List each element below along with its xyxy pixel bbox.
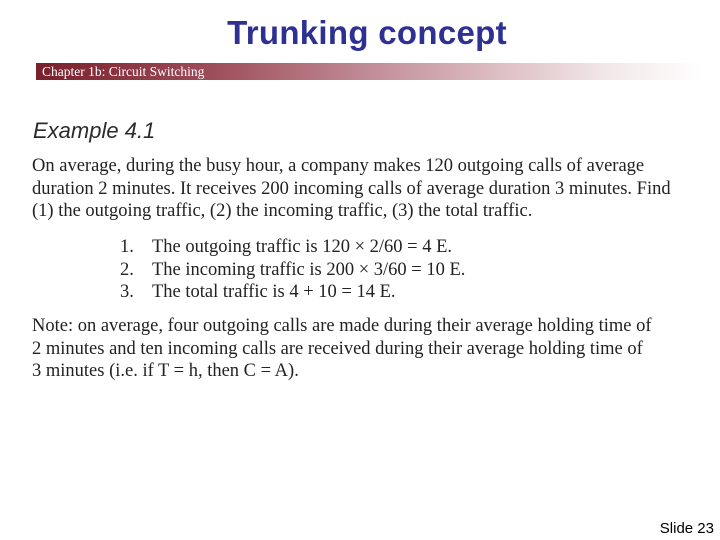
slide-number: Slide 23 (659, 520, 714, 537)
answer-number: 2. (120, 259, 134, 280)
example-heading: Example 4.1 (33, 118, 156, 143)
answer-list (120, 236, 465, 304)
answer-text: The outgoing traffic is 120 × 2/60 = 4 E. (152, 237, 453, 257)
chapter-label: Chapter 1b: Circuit Switching (42, 64, 205, 79)
answer-text: The total traffic is 4 + 10 = 14 E. (152, 282, 396, 302)
note-line: 2 minutes and ten incoming calls are received during their average holding time of (32, 338, 643, 359)
problem-statement (32, 155, 700, 223)
note-paragraph (32, 315, 700, 383)
note-line: 3 minutes (i.e. if T = h, then C = A). (32, 361, 299, 381)
answer-item (120, 236, 465, 259)
problem-line: (1) the outgoing traffic, (2) the incoming traffic, (3) the total traffic. (32, 201, 533, 221)
answer-number: 3. (120, 282, 134, 302)
problem-line: duration 2 minutes. It receives 200 incoming calls of average duration 3 minutes. Find (32, 178, 671, 199)
slide-title: Trunking concept (227, 14, 507, 51)
answer-item (120, 259, 465, 282)
answer-item (120, 281, 465, 304)
chapter-band (36, 63, 704, 80)
answer-number: 1. (120, 237, 134, 257)
note-line: Note: on average, four outgoing calls are made during their average holding time of (32, 316, 652, 336)
problem-line: On average, during the busy hour, a company makes 120 outgoing calls of average (32, 156, 645, 176)
answer-text: The incoming traffic is 200 × 3/60 = 10 E. (152, 259, 466, 280)
